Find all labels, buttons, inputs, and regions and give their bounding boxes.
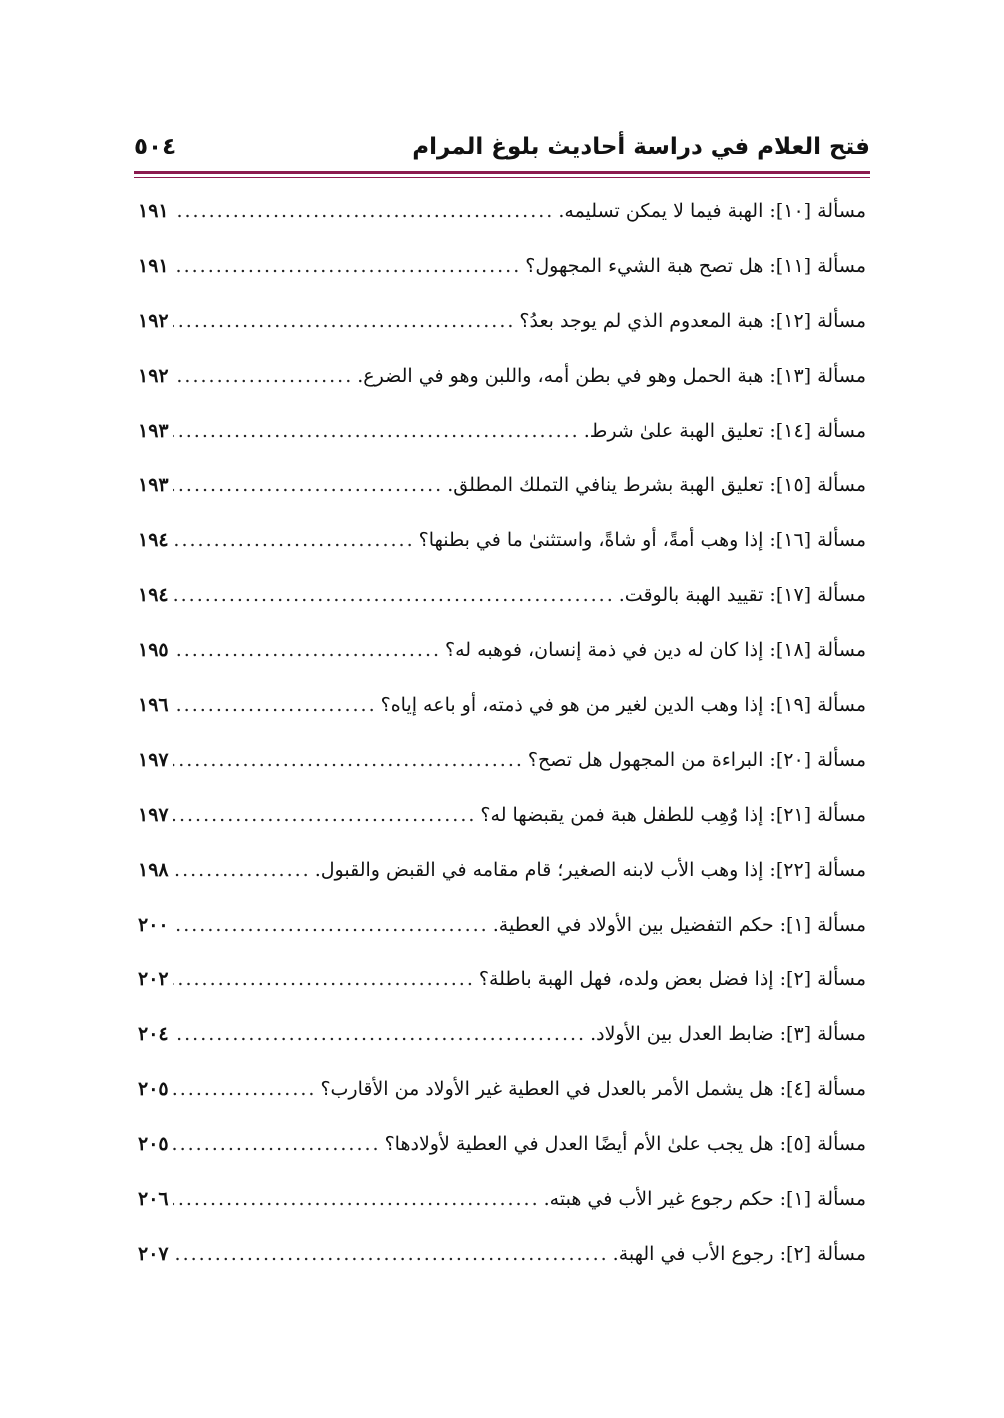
toc-entry[interactable] <box>138 239 866 294</box>
toc-entry-label: مسألة [٢٠]: البراءة من المجهول هل تصح؟ <box>527 748 866 771</box>
dot-leader <box>173 1117 381 1172</box>
toc-entry-label: مسألة [١٥]: تعليق الهبة بشرط ينافي التملك المطلق. <box>447 474 866 497</box>
toc-entry-label: مسألة [١٦]: إذا وهب أمةً، أو شاةً، واستثنىٰ ما في بطنها؟ <box>418 529 866 552</box>
dot-leader <box>173 1007 586 1062</box>
dot-leader <box>173 843 311 898</box>
toc-entry-label: مسألة [١٠]: الهبة فيما لا يمكن تسليمه. <box>558 200 866 222</box>
dot-leader <box>173 678 377 733</box>
dot-leader <box>173 788 477 843</box>
dot-leader <box>173 184 555 239</box>
toc-entry[interactable] <box>138 898 866 953</box>
toc-entry[interactable] <box>138 843 866 898</box>
dot-leader <box>173 458 444 513</box>
toc-entry[interactable] <box>138 623 866 678</box>
dot-leader <box>173 513 415 568</box>
toc-entry-label: مسألة [٤]: هل يشمل الأمر بالعدل في العطية غير الأولاد من الأقارب؟ <box>320 1078 866 1101</box>
dot-leader <box>173 568 615 623</box>
toc-entry-page: ١٩٤ <box>138 529 169 552</box>
book-title: فتح العلام في دراسة أحاديث بلوغ المرام <box>412 134 870 160</box>
toc-entry[interactable] <box>138 404 866 459</box>
toc-entry[interactable] <box>138 1172 866 1227</box>
toc-entry[interactable] <box>138 513 866 568</box>
toc-entry-page: ٢٠٥ <box>138 1078 169 1101</box>
toc-entry-page: ٢٠٢ <box>138 968 169 991</box>
dot-leader <box>173 239 522 294</box>
toc-entry[interactable] <box>138 1007 866 1062</box>
running-header <box>134 122 870 172</box>
toc-entry-label: مسألة [٢٢]: إذا وهب الأب لابنه الصغير؛ قام مقامه في القبض والقبول. <box>314 858 866 881</box>
dot-leader <box>173 404 580 459</box>
toc-entry-page: ١٩١ <box>138 254 169 277</box>
toc-entry-page: ١٩٦ <box>138 694 169 717</box>
toc-entry-page: ١٩٤ <box>138 584 169 607</box>
toc-entry-label: مسألة [٢]: إذا فضل بعض ولده، فهل الهبة باطلة؟ <box>478 968 866 991</box>
toc-entry-label: مسألة [١٨]: إذا كان له دين في ذمة إنسان، فوهبه له؟ <box>445 639 866 662</box>
toc-entry-page: ٢٠٤ <box>138 1023 169 1046</box>
toc-entry-label: مسألة [١]: حكم التفضيل بين الأولاد في العطية. <box>492 913 866 936</box>
page-number: ٥٠٤ <box>134 134 177 160</box>
dot-leader <box>173 1062 317 1117</box>
toc-entry-page: ١٩٥ <box>138 639 169 662</box>
toc-entry[interactable] <box>138 184 866 239</box>
toc-entry-label: مسألة [١٤]: تعليق الهبة علىٰ شرط. <box>583 419 866 442</box>
toc-entry[interactable] <box>138 1062 866 1117</box>
toc-entry-page: ١٩٢ <box>138 309 169 332</box>
dot-leader <box>173 1172 540 1227</box>
toc-entry[interactable] <box>138 568 866 623</box>
toc-entry[interactable] <box>138 458 866 513</box>
toc-entry-label: مسألة [١٩]: إذا وهب الدين لغير من هو في ذمته، أو باعه إياه؟ <box>380 694 866 717</box>
toc-entry[interactable] <box>138 1117 866 1172</box>
toc-entry-page: ١٩١ <box>138 200 169 222</box>
toc-entry[interactable] <box>138 952 866 1007</box>
toc-entry-page: ٢٠٥ <box>138 1133 169 1156</box>
toc-entry[interactable] <box>138 294 866 349</box>
toc-entry[interactable] <box>138 1227 866 1282</box>
dot-leader <box>173 952 475 1007</box>
dot-leader <box>173 623 441 678</box>
toc-entry-page: ٢٠٦ <box>138 1188 169 1211</box>
toc-entry-page: ٢٠٧ <box>138 1242 169 1265</box>
toc-entry-label: مسألة [١]: حكم رجوع غير الأب في هبته. <box>543 1188 866 1211</box>
dot-leader <box>173 733 524 788</box>
toc-entry[interactable] <box>138 349 866 404</box>
dot-leader <box>173 294 516 349</box>
toc-entry-label: مسألة [١٧]: تقييد الهبة بالوقت. <box>618 584 866 607</box>
toc-entry-label: مسألة [١٣]: هبة الحمل وهو في بطن أمه، واللبن وهو في الضرع. <box>357 364 866 387</box>
toc-entry-label: مسألة [٢١]: إذا وُهِب للطفل هبة فمن يقبضها له؟ <box>480 803 866 826</box>
toc-entry-page: ١٩٨ <box>138 858 169 881</box>
toc-entry-page: ١٩٧ <box>138 803 169 826</box>
toc-entry[interactable] <box>138 678 866 733</box>
dot-leader <box>173 1227 609 1282</box>
header-rule-thick <box>134 171 870 174</box>
header-rule-thin <box>134 177 870 178</box>
toc-entry[interactable] <box>138 733 866 788</box>
toc-entry-label: مسألة [٣]: ضابط العدل بين الأولاد. <box>590 1023 866 1046</box>
toc-entry-label: مسألة [١١]: هل تصح هبة الشيء المجهول؟ <box>525 254 866 277</box>
toc-entry-label: مسألة [٥]: هل يجب علىٰ الأم أيضًا العدل في العطية لأولادها؟ <box>384 1133 866 1156</box>
toc-entry-label: مسألة [٢]: رجوع الأب في الهبة. <box>612 1242 866 1265</box>
toc-entry-page: ١٩٣ <box>138 474 169 497</box>
toc-entry[interactable] <box>138 788 866 843</box>
toc-entry-page: ١٩٧ <box>138 748 169 771</box>
toc-entry-page: ١٩٢ <box>138 364 169 387</box>
toc-entry-page: ١٩٣ <box>138 419 169 442</box>
table-of-contents <box>138 184 866 1282</box>
toc-entry-page: ٢٠٠ <box>138 913 169 936</box>
dot-leader <box>173 898 489 953</box>
toc-entry-label: مسألة [١٢]: هبة المعدوم الذي لم يوجد بعدُ؟ <box>519 309 866 332</box>
dot-leader <box>173 349 354 404</box>
